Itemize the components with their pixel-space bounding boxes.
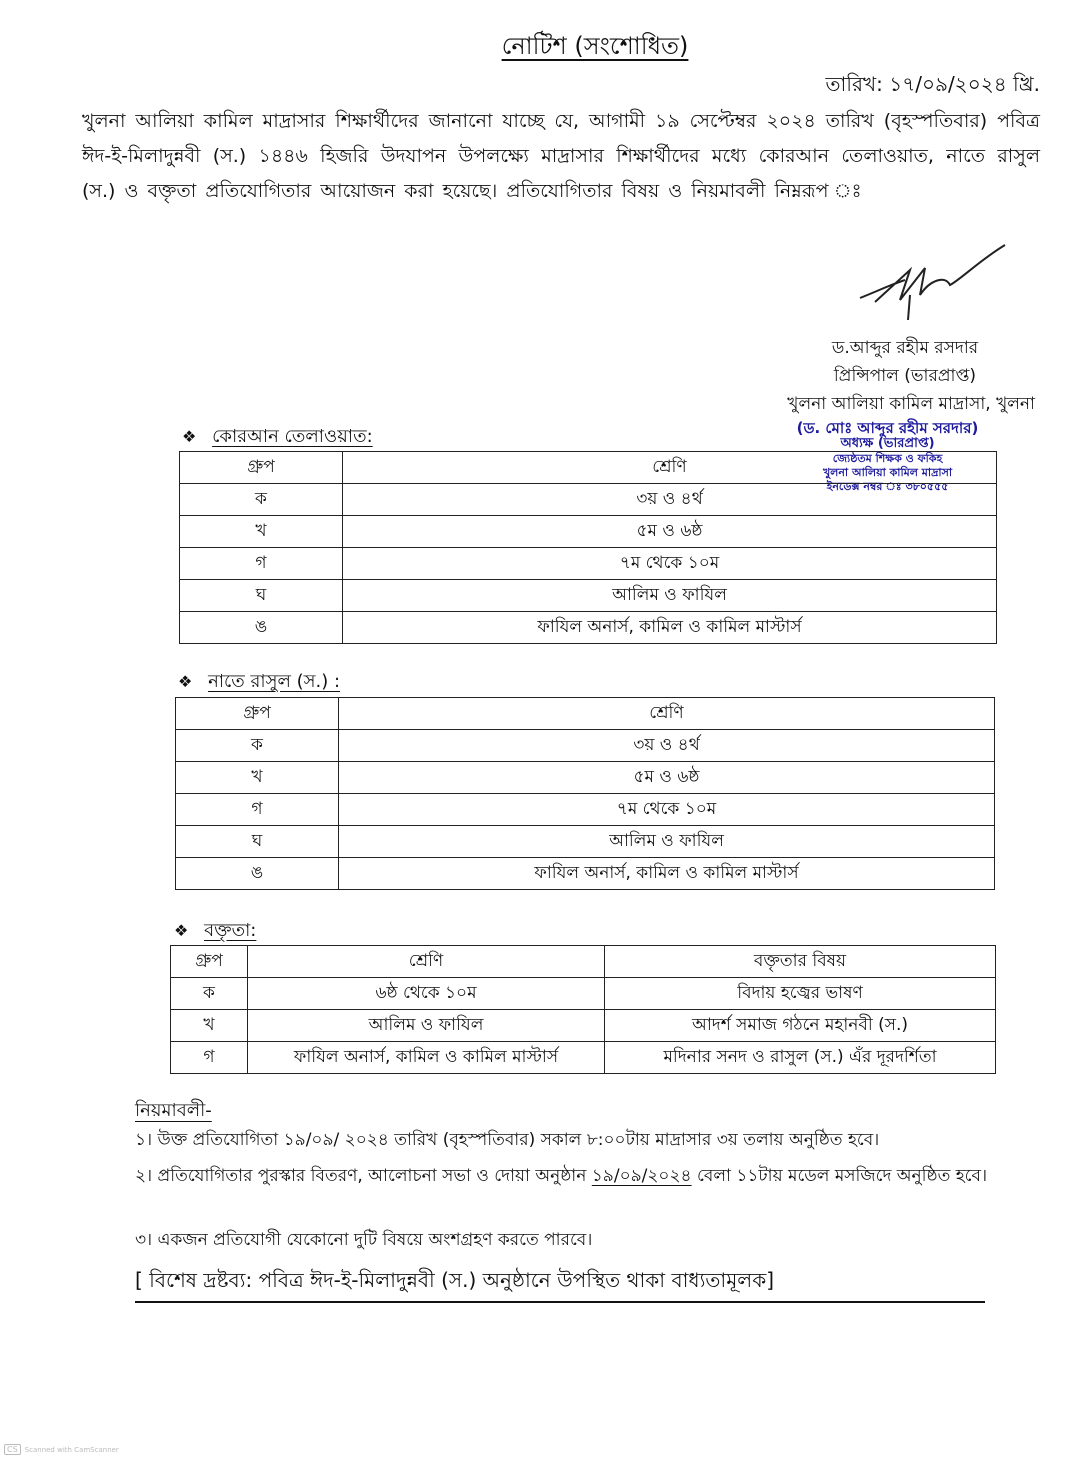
table-cell: আদর্শ সমাজ গঠনে মহানবী (স.) [605,1010,996,1042]
quran-table [179,451,997,644]
rule-item-3: ৩। একজন প্রতিযোগী যেকোনো দুটি বিষয়ে অংশগ্রহণ করতে পারবে। [135,1230,593,1250]
stamp-line-4: খুলনা আলিয়া কামিল মাদ্রাসা [822,466,953,479]
table-header: শ্রেণি [339,698,995,730]
table-row [171,1042,996,1074]
naat-table [175,697,995,890]
signature-icon [850,240,1010,320]
table-header: বক্তৃতার বিষয় [605,946,996,978]
table-header: গ্রুপ [171,946,248,978]
table-cell: ঙ [180,612,343,644]
table-header: শ্রেণি [248,946,605,978]
table-row [176,858,995,890]
table-header-row [180,452,997,484]
bullet-icon: ❖ [178,672,193,691]
stamp-line-3: জ্যেষ্ঠতম শিক্ষক ও ফকিহ [832,452,943,465]
table-cell: আলিম ও ফাযিল [339,826,995,858]
rule-item-2-text: ২। প্রতিযোগিতার পুরস্কার বিতরণ, আলোচনা সভা ও দোয়া অনুষ্ঠান [135,1166,592,1186]
stamp-line-1: (ড. মোঃ আব্দুর রহীম সরদার) [796,419,979,437]
table-cell: ৫ম ও ৬ষ্ঠ [339,762,995,794]
table-row [176,762,995,794]
table-row [176,794,995,826]
table-cell: ৩য় ও ৪র্থ [343,484,997,516]
rule-item-1: ১। উক্ত প্রতিযোগিতা ১৯/০৯/ ২০২৪ তারিখ (বৃহস্পতিবার) সকাল ৮:০০টায় মাদ্রাসার ৩য় তলায় অনুষ্ঠিত হবে। [135,1130,880,1150]
table-row [171,978,996,1010]
signatory-designation: প্রিন্সিপাল (ভারপ্রাপ্ত) [833,366,977,386]
table-cell: ফাযিল অনার্স, কামিল ও কামিল মাস্টার্স [339,858,995,890]
table-cell: খ [171,1010,248,1042]
special-note: [ বিশেষ দ্রষ্টব্য: পবিত্র ঈদ-ই-মিলাদুন্নবী (স.) অনুষ্ঠানে উপস্থিত থাকা বাধ্যতামূলক] [135,1266,985,1303]
table-cell: ৭ম থেকে ১০ম [343,548,997,580]
stamp-line-2: অধ্যক্ষ (ভারপ্রাপ্ত) [840,436,935,451]
table-cell: ৭ম থেকে ১০ম [339,794,995,826]
table-cell: গ [180,548,343,580]
camscanner-icon: CS [4,1444,21,1455]
section-heading-naat [178,667,340,698]
section-heading-label: বক্তৃতা: [204,920,257,941]
table-header: গ্রুপ [180,452,343,484]
table-cell: ক [176,730,339,762]
table-header: শ্রেণি [343,452,997,484]
table-cell: ঘ [176,826,339,858]
table-row [176,730,995,762]
rule-item-2-date: ১৯/০৯/২০২৪ [591,1166,692,1186]
table-row [180,484,997,516]
table-cell: গ [171,1042,248,1074]
table-cell: গ [176,794,339,826]
section-heading-label: কোরআন তেলাওয়াত: [212,426,373,447]
table-cell: বিদায় হজ্বের ভাষণ [605,978,996,1010]
page-title [0,28,1080,68]
table-header: গ্রুপ [176,698,339,730]
rules-heading: নিয়মাবলী- [135,1100,212,1121]
table-cell: ৬ষ্ঠ থেকে ১০ম [248,978,605,1010]
stamp-line-5: ইনডেক্স নম্বর ঃ ৩৮০৫৫৫ [826,480,949,493]
table-cell: ৫ম ও ৬ষ্ঠ [343,516,997,548]
table-cell: মদিনার সনদ ও রাসুল (স.) এঁর দূরদর্শিতা [605,1042,996,1074]
speech-table [170,945,996,1074]
table-row [180,612,997,644]
table-cell: ফাযিল অনার্স, কামিল ও কামিল মাস্টার্স [343,612,997,644]
table-row [171,1010,996,1042]
table-cell: খ [176,762,339,794]
section-heading-label: নাতে রাসুল (স.) : [208,671,341,692]
table-cell: ঙ [176,858,339,890]
table-cell: ক [171,978,248,1010]
scanner-badge-text: Scanned with CamScanner [24,1445,119,1454]
table-header-row [176,698,995,730]
signatory-name: ড.আব্দুর রহীম রসদার [831,338,979,358]
title-text: নোটিশ (সংশোধিত) [501,32,689,60]
table-cell: ৩য় ও ৪র্থ [339,730,995,762]
table-row [180,516,997,548]
section-heading-quran [182,422,373,453]
table-cell: আলিম ও ফাযিল [248,1010,605,1042]
intro-paragraph: খুলনা আলিয়া কামিল মাদ্রাসার শিক্ষার্থীদের জানানো যাচ্ছে যে, আগামী ১৯ সেপ্টেম্বর ২০২৪ তারিখ (বৃহস্পতিবার) পবিত্র ঈদ-ই-মিলাদুন্নবী (স.) ১৪৪৬ হিজরি উদযাপন উপলক্ষ্যে মাদ্রাসার শিক্ষার্থীদের মধ্যে কোরআন তেলাওয়াত, নাতে রাসুল (স.) ও বক্তৃতা প্রতিযোগিতার আয়োজন করা হয়েছে। প্রতিযোগিতার বিষয় ও নিয়মাবলী নিম্নরূপ ঃ [82,110,1040,202]
signatory-institution: খুলনা আলিয়া কামিল মাদ্রাসা, খুলনা [787,394,1035,414]
rule-item-2 [135,1162,1035,1190]
table-row [180,580,997,612]
table-row [180,548,997,580]
bullet-icon: ❖ [174,921,189,940]
table-row [176,826,995,858]
signature-block [755,334,1055,418]
table-cell: ফাযিল অনার্স, কামিল ও কামিল মাস্টার্স [248,1042,605,1074]
table-cell: ক [180,484,343,516]
table-cell: আলিম ও ফাযিল [343,580,997,612]
bullet-icon: ❖ [182,427,197,446]
scanner-badge [4,1444,119,1455]
notice-date: তারিখ: ১৭/০৯/২০২৪ খ্রি. [825,72,1040,96]
table-cell: ঘ [180,580,343,612]
section-heading-speech [174,916,256,947]
rule-item-2-tail: বেলা ১১টায় মডেল মসজিদে অনুষ্ঠিত হবে। [691,1166,988,1186]
table-header-row [171,946,996,978]
table-cell: খ [180,516,343,548]
